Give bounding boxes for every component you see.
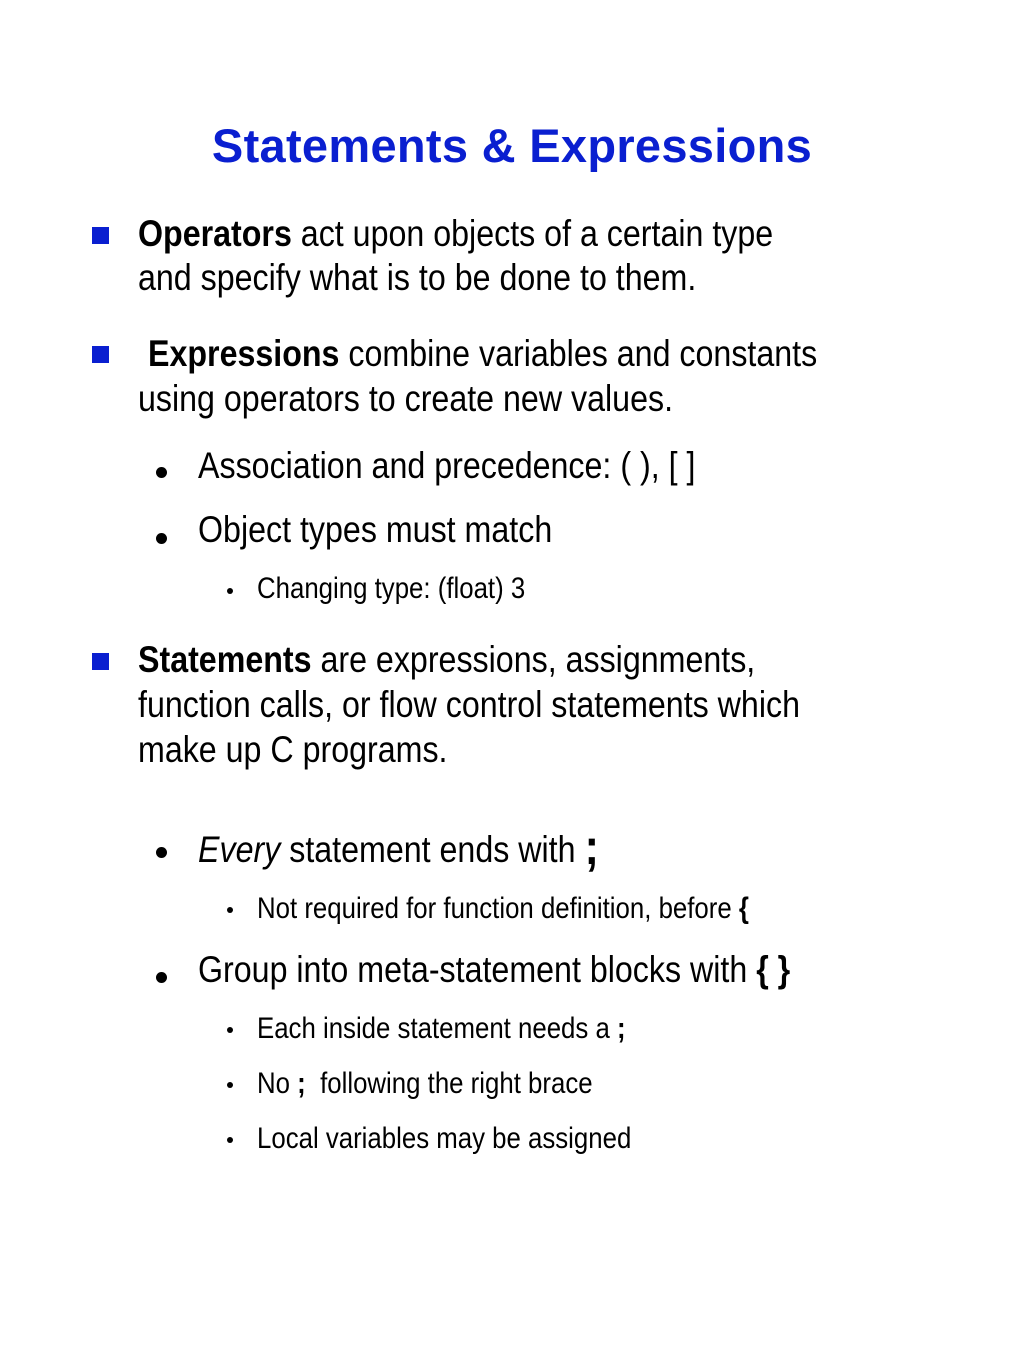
statements-bullet-line3: make up C programs. [138,729,448,770]
statements-bullet-line1 [138,638,755,682]
object-types-bullet: Object types must match [198,509,553,550]
open-brace-symbol: { [738,892,749,925]
square-bullet-icon [92,653,109,670]
small-dot-bullet-icon [227,1137,233,1143]
group-text: Group into meta-statement blocks with [198,949,757,990]
no-semicolon-bullet [257,1065,593,1103]
expressions-term: Expressions [148,333,340,374]
each-inside-text: Each inside statement needs a [257,1012,617,1045]
small-dot-bullet-icon [227,1027,233,1033]
local-variables-bullet: Local variables may be assigned [257,1122,632,1155]
semicolon-symbol: ; [616,1012,626,1045]
each-inside-bullet [257,1010,626,1048]
group-blocks-bullet [198,948,790,992]
every-text: statement ends with [280,829,585,870]
round-bullet-icon [156,467,167,478]
braces-symbol: { } [756,949,791,990]
round-bullet-icon [156,972,167,983]
square-bullet-icon [92,346,109,363]
every-statement-bullet [198,819,599,875]
changing-type-bullet: Changing type: (float) 3 [257,572,526,605]
expressions-bullet-line1 [148,332,817,376]
small-dot-bullet-icon [227,588,233,594]
semicolon-symbol: ; [297,1067,306,1100]
operators-line1-text: act upon objects of a certain type [291,213,774,254]
not-required-text: Not required for function definition, before [257,892,739,925]
association-bullet: Association and precedence: ( ), [ ] [198,445,696,486]
slide-title: Statements & Expressions [211,119,813,172]
statements-term: Statements [138,639,312,680]
operators-bullet-line2: and specify what is to be done to them. [138,257,697,298]
statements-bullet-line2: function calls, or flow control statements which [138,684,800,725]
operators-term: Operators [138,213,292,254]
following-brace-text: following the right brace [305,1067,593,1100]
not-required-bullet [257,890,749,928]
small-dot-bullet-icon [227,907,233,913]
no-text: No [257,1067,298,1100]
statements-line1-text: are expressions, assignments, [311,639,756,680]
every-emphasis: Every [198,829,281,870]
small-dot-bullet-icon [227,1082,233,1088]
operators-bullet-line1 [138,212,773,256]
semicolon-symbol: ; [584,819,599,875]
square-bullet-icon [92,227,109,244]
round-bullet-icon [156,847,167,858]
round-bullet-icon [156,533,167,544]
expressions-bullet-line2: using operators to create new values. [138,378,674,419]
expressions-line1-text: combine variables and constants [339,333,818,374]
